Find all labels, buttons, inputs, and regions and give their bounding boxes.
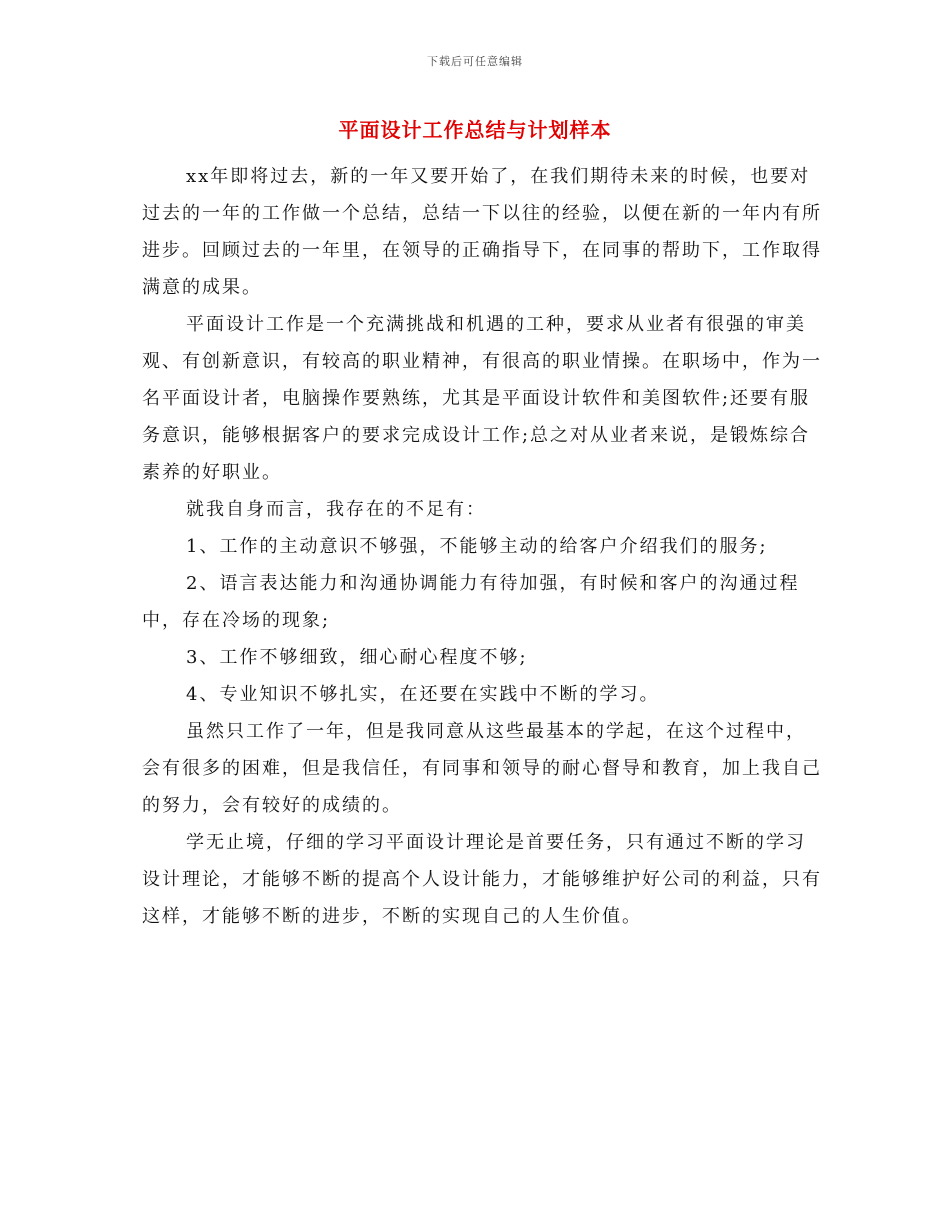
list-item-shortcoming-1: 1、工作的主动意识不够强，不能够主动的给客户介绍我们的服务; [186, 536, 768, 557]
paragraph-intro: xx年即将过去，新的一年又要开始了，在我们期待未来的时候，也要对过去的一年的工作做一个总结，总结一下以往的经验，以便在新的一年内有所进步。回顾过去的一年里，在领导的正确指导下，在同事的帮助下，工作取得满意的成果。 [142, 166, 822, 298]
paragraph-job-description: 平面设计工作是一个充满挑战和机遇的工种，要求从业者有很强的审美观、有创新意识，有较高的职业精神，有很高的职业情操。在职场中，作为一名平面设计者，电脑操作要熟练，尤其是平面设计软件和美图软件;还要有服务意识，能够根据客户的要求完成设计工作;总之对从业者来说，是锻炼综合素养的好职业。 [142, 314, 822, 483]
list-item-shortcoming-4: 4、专业知识不够扎实，在还要在实践中不断的学习。 [186, 684, 660, 705]
document-body [142, 158, 822, 935]
paragraph-conclusion: 学无止境，仔细的学习平面设计理论是首要任务，只有通过不断的学习设计理论，才能够不断的提高个人设计能力，才能够维护好公司的利益，只有这样，才能够不断的进步，不断的实现自己的人生价值。 [142, 832, 822, 927]
list-item-shortcoming-3: 3、工作不够细致，细心耐心程度不够; [186, 647, 528, 668]
header-note: 下载后可任意编辑 [427, 55, 523, 68]
document-title: 平面设计工作总结与计划样本 [338, 118, 612, 142]
paragraph-shortcomings-intro: 就我自身而言，我存在的不足有： [186, 499, 486, 520]
paragraph-outlook: 虽然只工作了一年，但是我同意从这些最基本的学起，在这个过程中，会有很多的困难，但是我信任，有同事和领导的耐心督导和教育，加上我自己的努力，会有较好的成绩的。 [142, 721, 822, 816]
list-item-shortcoming-2: 2、语言表达能力和沟通协调能力有待加强，有时候和客户的沟通过程中，存在冷场的现象; [142, 573, 800, 631]
